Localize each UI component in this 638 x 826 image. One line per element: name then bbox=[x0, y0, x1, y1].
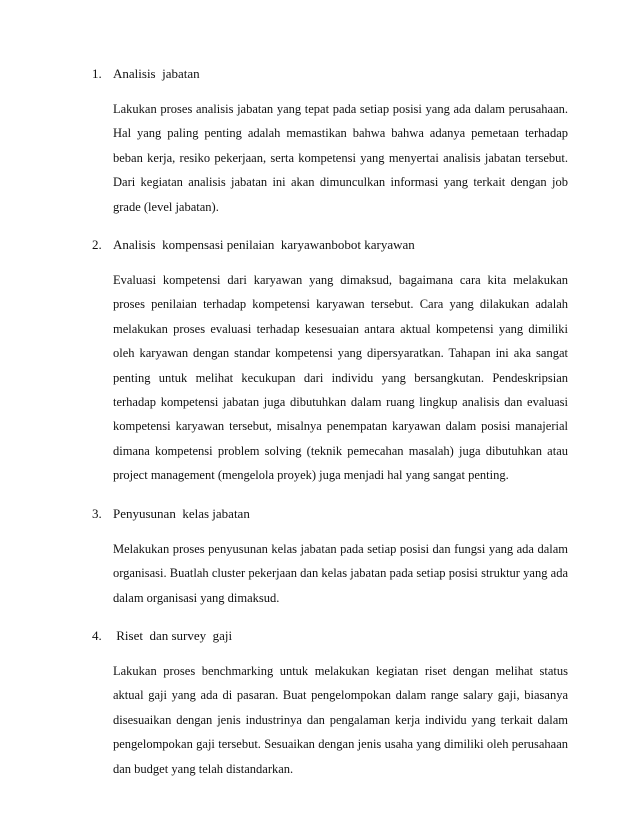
section-penyusunan-kelas-jabatan bbox=[92, 506, 568, 610]
section-body: Evaluasi kompetensi dari karyawan yang dimaksud, bagaimana cara kita melakukan proses penilaian terhadap kompetensi karyawan tersebut. Cara yang dilakukan adalah melakukan proses evaluasi terhadap kesesuaian antara aktual kompetensi yang dimiliki oleh karyawan dengan standar kompetensi yang dipersyaratkan. Tahapan ini aka sangat penting untuk melihat kecukupan dari individu yang bersangkutan. Pendeskripsian terhadap kompetensi jabatan juga dibutuhkan dalam ruang lingkup analisis dan evaluasi kompetensi karyawan tersebut, misalnya penempatan karyawan dalam posisi manajerial dimana kompetensi problem solving (teknik pemecahan masalah) juga dibutuhkan atau project management (mengelola proyek) juga menjadi hal yang sangat penting. bbox=[113, 273, 568, 483]
section-heading bbox=[92, 66, 568, 82]
section-heading bbox=[92, 237, 568, 253]
section-analisis-kompensasi bbox=[92, 237, 568, 488]
section-number: 2. bbox=[92, 237, 102, 253]
section-title: Penyusunan kelas jabatan bbox=[113, 505, 250, 521]
section-number: 4. bbox=[92, 627, 102, 643]
section-heading bbox=[92, 506, 568, 522]
section-title: Analisis kompensasi penilaian karyawanbobot karyawan bbox=[113, 237, 415, 253]
section-number: 1. bbox=[92, 66, 102, 81]
section-body: Lakukan proses benchmarking untuk melakukan kegiatan riset dengan melihat status aktual gaji yang ada di pasaran. Buat pengelompokan dalam range salary gaji, biasanya disesuaikan dengan jenis industrinya dan pengalaman kerja individu yang terkait dalam pengelompokan gaji tersebut. Sesuaikan dengan jenis usaha yang dimiliki oleh perusahaan dan budget yang telah distandarkan. bbox=[113, 663, 568, 776]
section-title: Analisis jabatan bbox=[113, 66, 200, 81]
section-analisis-jabatan bbox=[92, 66, 568, 219]
section-body: Lakukan proses analisis jabatan yang tepat pada setiap posisi yang ada dalam perusahaan. Hal yang paling penting adalah memastikan bahwa bahwa adanya pemetaan terhadap beban kerja, resiko pekerjaan, serta kompetensi yang menyertai analisis jabatan tersebut. Dari kegiatan analisis jabatan ini akan dimunculkan informasi yang terkait dengan job grade (level jabatan). bbox=[113, 102, 568, 214]
section-number: 3. bbox=[92, 505, 102, 521]
section-heading bbox=[92, 628, 568, 644]
section-body: Melakukan proses penyusunan kelas jabatan pada setiap posisi dan fungsi yang ada dalam organisasi. Buatlah cluster pekerjaan dan kelas jabatan pada setiap posisi struktur yang ada dalam organisasi yang dimaksud. bbox=[113, 541, 568, 605]
section-riset-survey-gaji bbox=[92, 628, 568, 781]
section-title: Riset dan survey gaji bbox=[113, 627, 233, 643]
